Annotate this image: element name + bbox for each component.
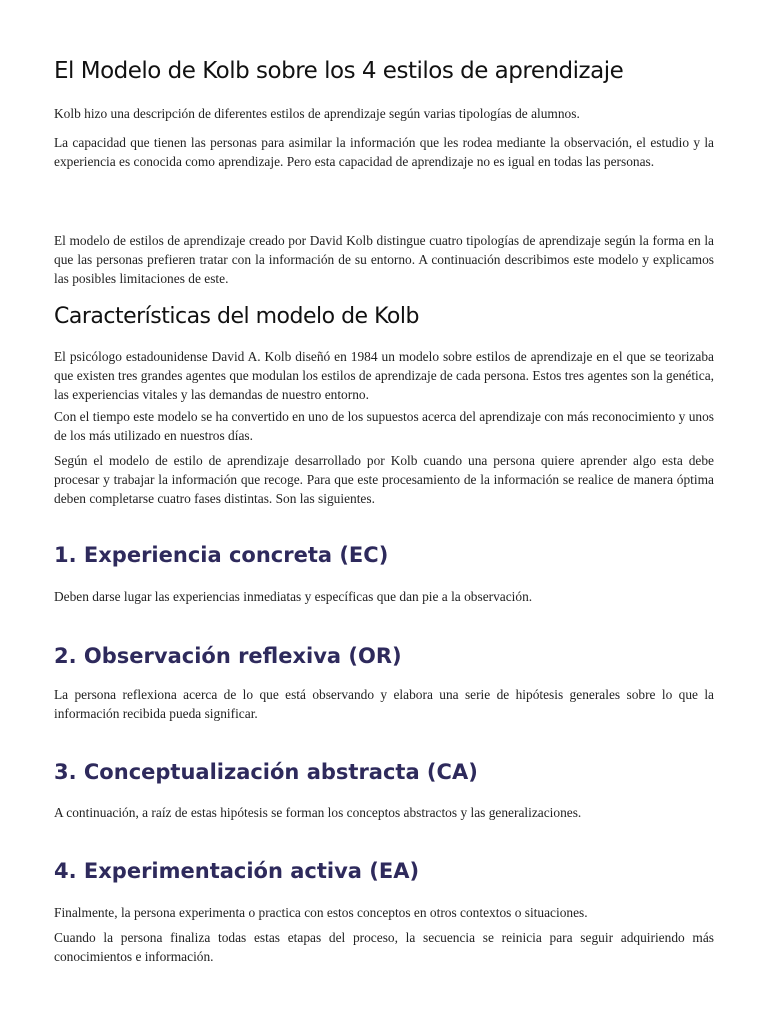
- intro-paragraph-2: La capacidad que tienen las personas para asimilar la información que les rodea mediante la observación, el estudio y la experiencia es conocida como aprendizaje. Pero esta capacidad de aprendizaje no es igual en todas las personas.: [54, 135, 714, 169]
- phase-text-1: Deben darse lugar las experiencias inmediatas y específicas que dan pie a la observación.: [54, 589, 533, 604]
- phase-text-2: La persona reflexiona acerca de lo que está observando y elabora una serie de hipótesis generales sobre lo que la información recibida pueda significar.: [54, 687, 714, 721]
- phase-text-4-continued: Cuando la persona finaliza todas estas etapas del proceso, la secuencia se reinicia para seguir adquiriendo más conocimientos e información.: [54, 930, 714, 964]
- phase-heading-2: 2. Observación reflexiva (OR): [54, 644, 402, 668]
- section-paragraph-2: Con el tiempo este modelo se ha convertido en uno de los supuestos acerca del aprendizaje con más reconocimiento y unos de los más utilizado en nuestros días.: [54, 409, 714, 443]
- section-heading: Características del modelo de Kolb: [54, 304, 419, 329]
- phase-heading-1: 1. Experiencia concreta (EC): [54, 543, 389, 567]
- section-paragraph-3: Según el modelo de estilo de aprendizaje desarrollado por Kolb cuando una persona quiere aprender algo esta debe procesar y trabajar la información que recoge. Para que este procesamiento de la información se realice de manera óptima deben completarse cuatro fases distintas. Son las siguientes.: [54, 453, 714, 506]
- intro-paragraph-3: El modelo de estilos de aprendizaje creado por David Kolb distingue cuatro tipologías de aprendizaje según la forma en la que las personas prefieren tratar con la información de su entorno. A continuación describimos este modelo y explicamos las posibles limitaciones de este.: [54, 233, 714, 286]
- phase-text-4: Finalmente, la persona experimenta o practica con estos conceptos en otros contextos o situaciones.: [54, 905, 588, 920]
- phase-heading-4: 4. Experimentación activa (EA): [54, 859, 420, 883]
- intro-paragraph-1: Kolb hizo una descripción de diferentes estilos de aprendizaje según varias tipologías de alumnos.: [54, 106, 580, 121]
- section-paragraph-1: El psicólogo estadounidense David A. Kolb diseñó en 1984 un modelo sobre estilos de aprendizaje en el que se teorizaba que existen tres grandes agentes que modulan los estilos de aprendizaje de cada persona. Estos tres agentes son la genética, las experiencias vitales y las demandas de nuestro entorno.: [54, 349, 714, 402]
- phase-text-3: A continuación, a raíz de estas hipótesis se forman los conceptos abstractos y las generalizaciones.: [54, 805, 582, 820]
- phase-heading-3: 3. Conceptualización abstracta (CA): [54, 760, 478, 784]
- page-title: El Modelo de Kolb sobre los 4 estilos de aprendizaje: [54, 58, 624, 84]
